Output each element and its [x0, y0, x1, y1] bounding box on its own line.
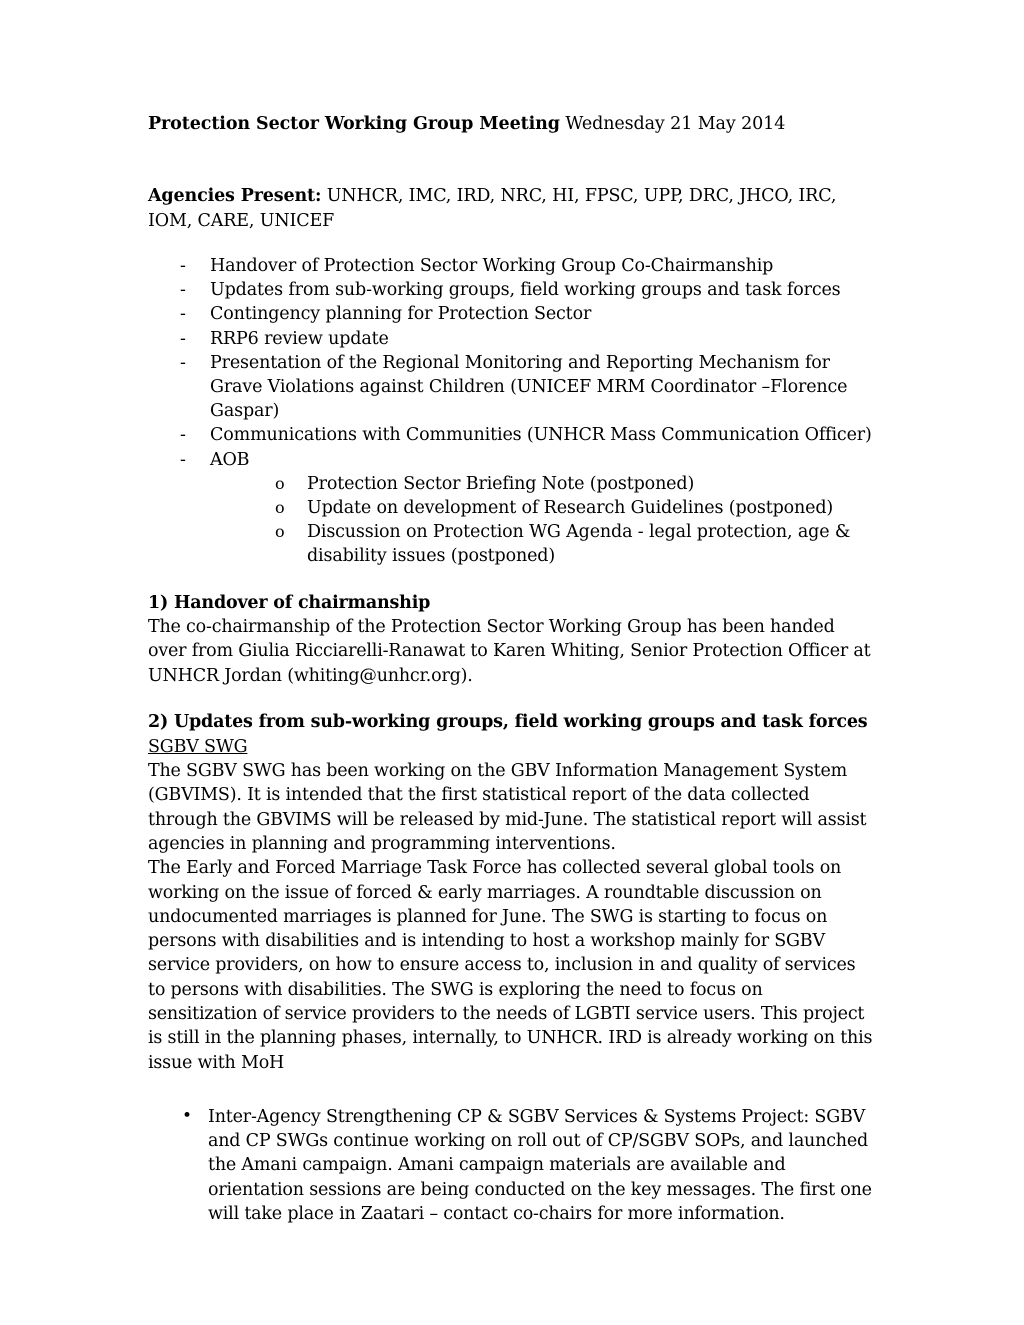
agenda-item-label: Updates from sub-working groups, field working groups and task forces: [210, 280, 841, 301]
bullet-marker-icon: •: [182, 1105, 192, 1126]
agenda-sub-item-label: Discussion on Protection WG Agenda - legal protection, age & disability issues (postponed): [307, 522, 851, 567]
section-2-paragraph-1: The SGBV SWG has been working on the GBV Information Management System (GBVIMS). It is intended that the first statistical report of the data collected through the GBVIMS will be released by mid-June. The statistical report will assist agencies in planning and programming interventions.: [148, 761, 867, 854]
document-content: [148, 112, 874, 1226]
agenda-item-label: Presentation of the Regional Monitoring and Reporting Mechanism for Grave Violations against Children (UNICEF MRM Coordinator –Florence Gaspar): [210, 352, 848, 422]
section-1-body: The co-chairmanship of the Protection Sector Working Group has been handed over from Giulia Ricciarelli-Ranawat to Karen Whiting, Senior Protection Officer at UNHCR Jordan (whiting@unhcr.org).: [148, 617, 871, 686]
agenda-item: [148, 448, 874, 569]
dash-marker-icon: -: [180, 280, 186, 301]
dash-marker-icon: -: [180, 256, 186, 276]
dash-marker-icon: -: [180, 425, 186, 446]
list-item-label: Inter-Agency Strengthening CP & SGBV Services & Systems Project: SGBV and CP SWGs continue working on roll out of CP/SGBV SOPs, and launched the Amani campaign. Amani campaign materials are available and orientation sessions are being conducted on the key messages. The first one will take place in Zaatari – contact co-chairs for more information.: [208, 1106, 872, 1225]
section-1-heading: 1) Handover of chairmanship: [148, 592, 431, 613]
agenda-item-label: Handover of Protection Sector Working Group Co-Chairmanship: [210, 256, 774, 276]
agenda-sub-item: [242, 472, 874, 496]
circle-marker-icon: o: [275, 498, 285, 518]
circle-marker-icon: o: [275, 522, 285, 542]
agenda-sub-list: [210, 472, 874, 569]
agenda-item: [148, 423, 874, 447]
dash-marker-icon: -: [180, 352, 186, 373]
agenda-sub-item: [242, 496, 874, 520]
document-title-bold: Protection Sector Working Group Meeting: [148, 114, 560, 134]
agenda-sub-item-label: Protection Sector Briefing Note (postponed): [307, 473, 695, 494]
section-handover: [148, 591, 874, 688]
agenda-item: [148, 278, 874, 302]
agenda-sub-item-label: Update on development of Research Guidelines (postponed): [307, 498, 834, 519]
agenda-item: [148, 302, 874, 326]
agencies-present-list: UNHCR, IMC, IRD, NRC, HI, FPSC, UPP, DRC, JHCO, IRC, IOM, CARE, UNICEF: [148, 186, 837, 231]
document-title-date: Wednesday 21 May 2014: [559, 114, 786, 134]
agenda-item: [148, 351, 874, 424]
agenda-sub-item: [242, 520, 874, 568]
list-item: [148, 1105, 874, 1226]
dash-marker-icon: -: [180, 328, 186, 349]
section-2-bullet-list: [148, 1105, 874, 1226]
section-2-subheading-text: SGBV SWG: [148, 736, 248, 757]
agenda-item-label: AOB: [210, 449, 250, 470]
section-2-paragraph-2: The Early and Forced Marriage Task Force has collected several global tools on working on the issue of forced & early marriages. A roundtable discussion on undocumented marriages is planned for June. The SWG is starting to focus on persons with disabilities and is intending to host a workshop mainly for SGBV service providers, on how to ensure access to, inclusion in and quality of services to persons with disabilities. The SWG is exploring the need to focus on sensitization of service providers to the needs of LGBTI service users. This project is still in the planning phases, internally, to UNHCR. IRD is already working on this issue with MoH: [148, 858, 873, 1073]
dash-marker-icon: -: [180, 449, 186, 470]
section-2-heading: 2) Updates from sub-working groups, field working groups and task forces: [148, 712, 868, 733]
agencies-present-label: Agencies Present:: [148, 186, 322, 206]
section-updates: [148, 710, 874, 1226]
agenda-item-label: RRP6 review update: [210, 328, 389, 349]
agenda-item-label: Contingency planning for Protection Sector: [210, 304, 592, 325]
section-2-subheading: [148, 735, 874, 760]
agenda-item: [148, 327, 874, 351]
agenda-item-label: Communications with Communities (UNHCR Mass Communication Officer): [210, 425, 872, 446]
circle-marker-icon: o: [275, 473, 285, 493]
agencies-present: [148, 184, 874, 234]
agenda-item: [148, 254, 874, 278]
dash-marker-icon: -: [180, 304, 186, 325]
document-title: [148, 112, 874, 136]
agenda-list: [148, 254, 874, 569]
